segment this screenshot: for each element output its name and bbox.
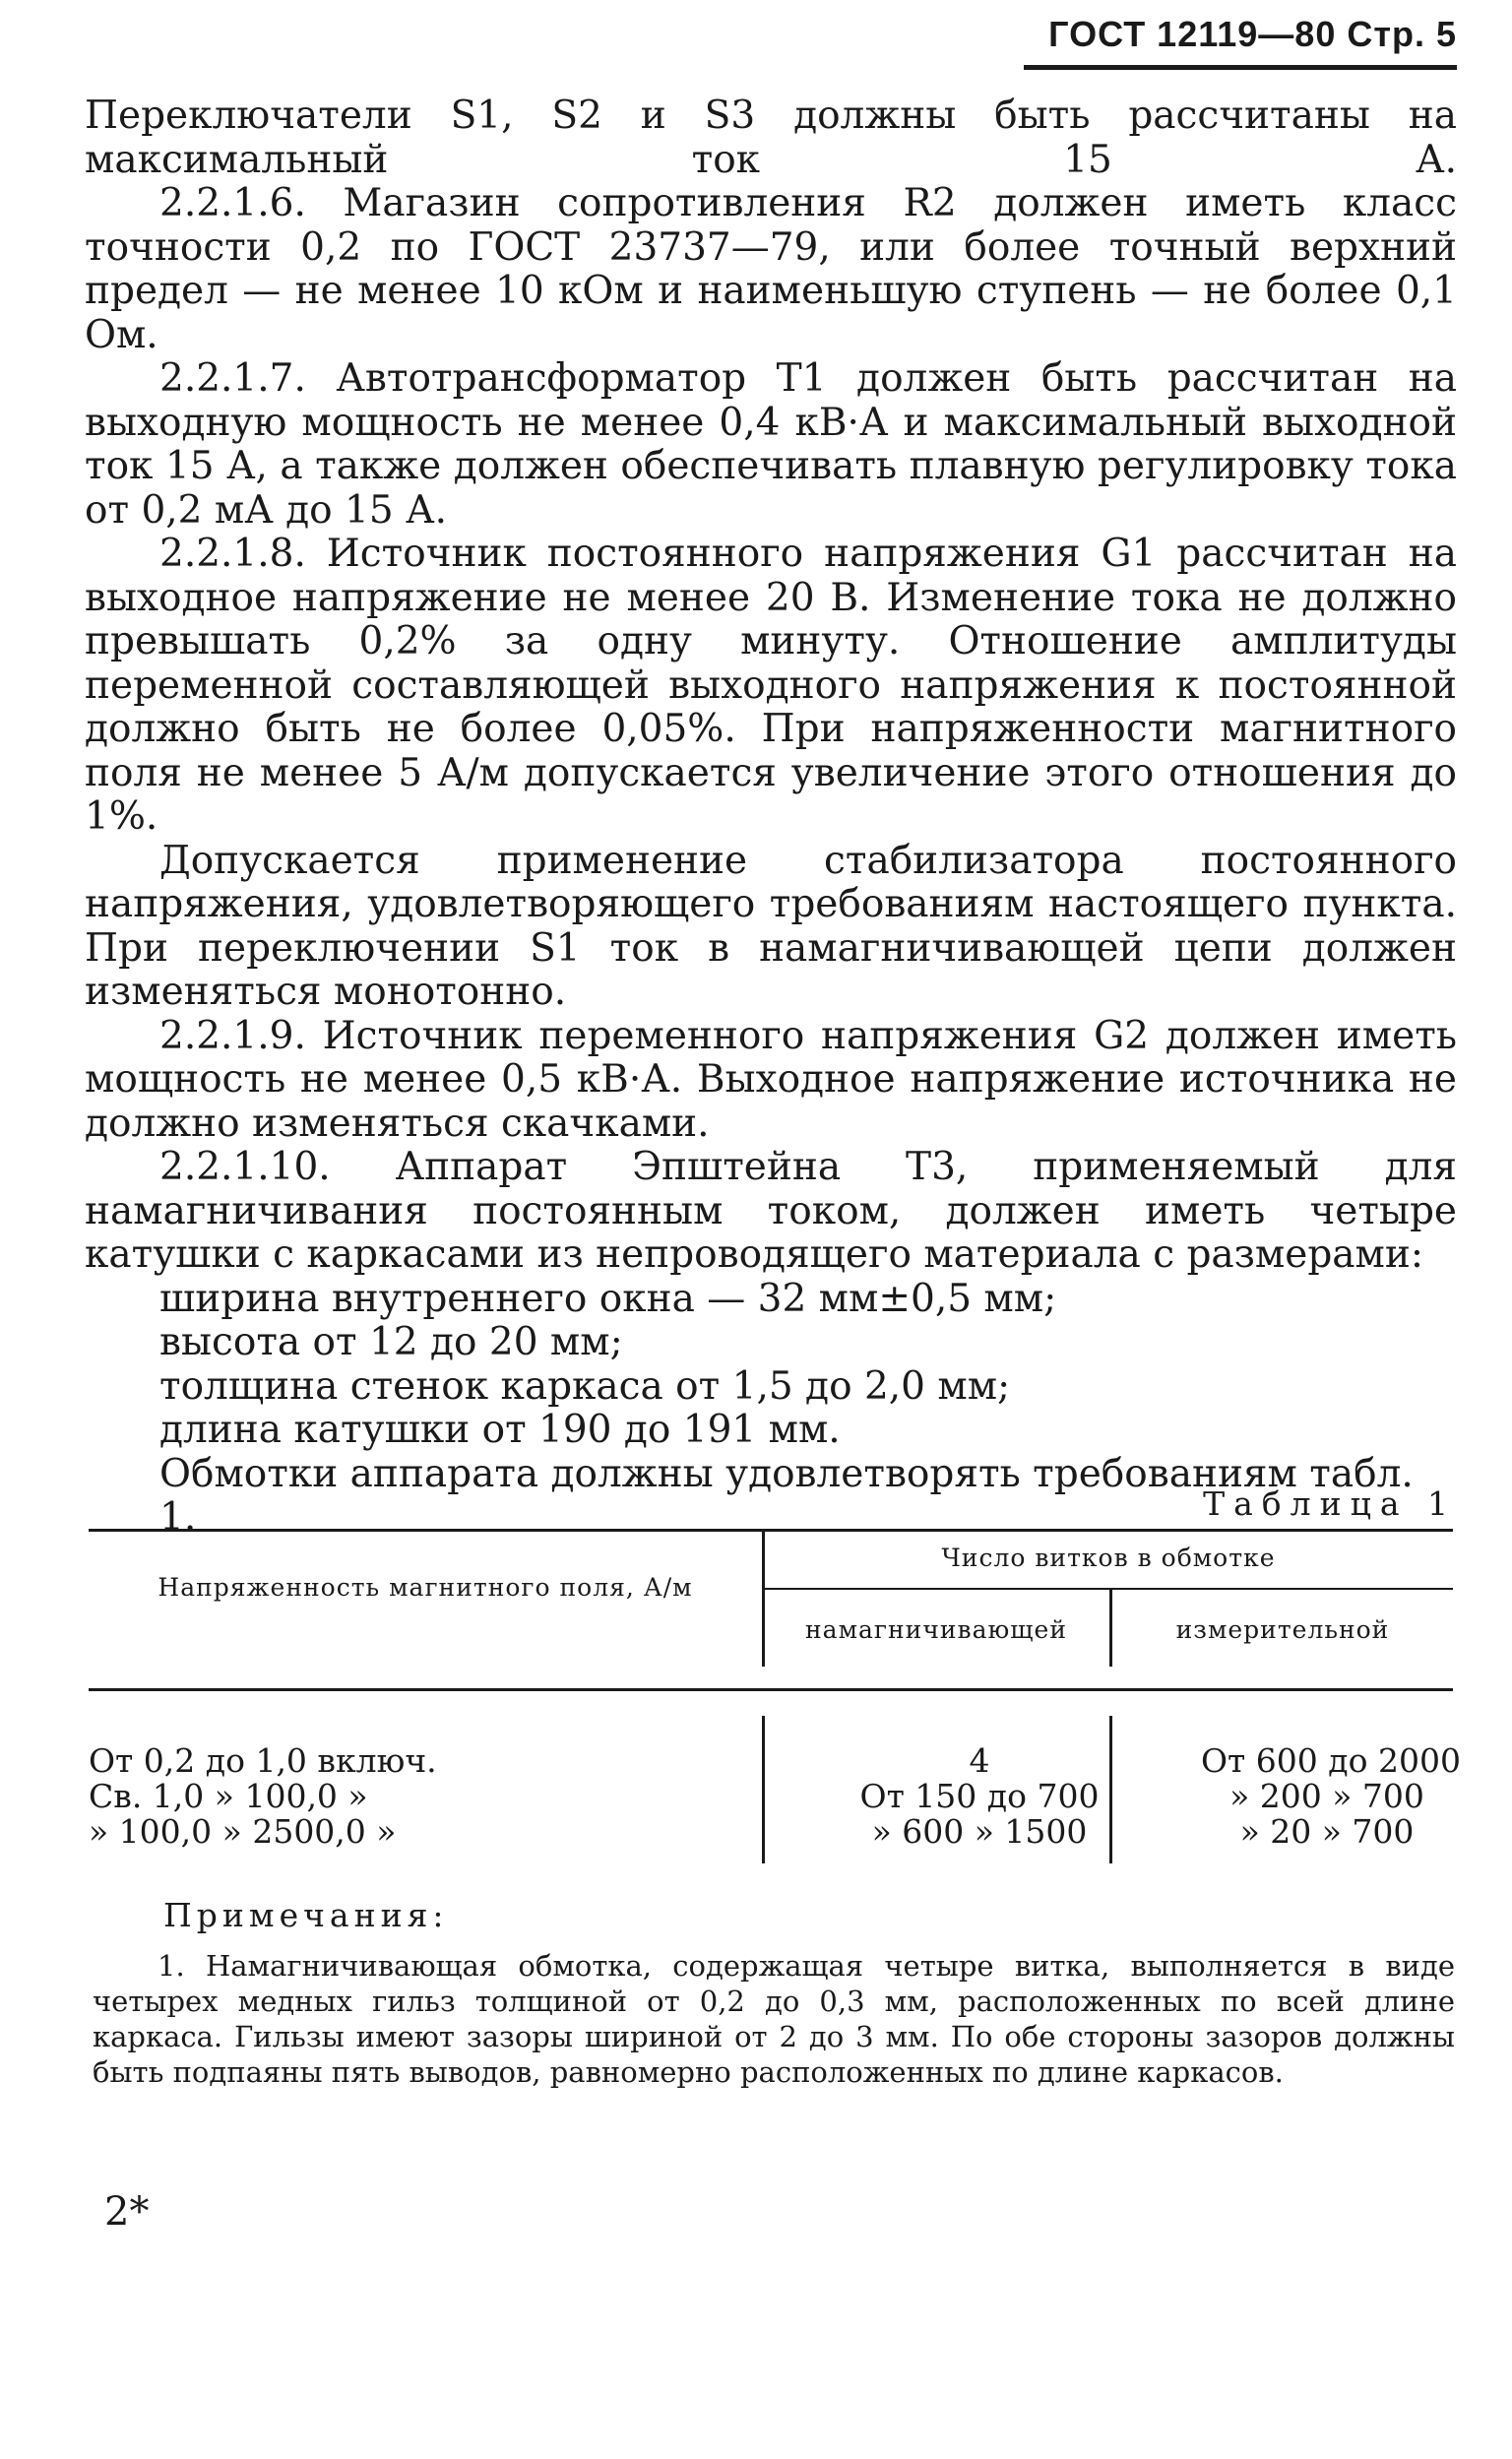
paragraph-2-2-1-10: 2.2.1.10. Аппарат Эпштейна T3, применяемый для намагничивания постоянным током, должен иметь четыре катушки с каркасами из непроводящего материала с размерами: (85, 1145, 1457, 1277)
table-row (89, 1741, 1461, 1780)
note-item: 1. Намагничивающая обмотка, содержащая четыре витка, выполняется в виде четырех медных гильз толщиной от 0,2 до 0,3 мм, расположенных по всей длине каркаса. Гильзы имеют зазоры шириной от 2 до 3 мм. По обе стороны зазоров должны быть подпаяны пять выводов, равномерно расположенных по длине каркасов. (93, 1949, 1455, 2089)
dimension-item: ширина внутреннего окна — 32 мм±0,5 мм; (159, 1276, 1057, 1321)
cell-range: От 0,2 до 1,0 включ. (89, 1741, 437, 1780)
table-row (89, 1814, 1453, 1850)
standard-page-number: ГОСТ 12119—80 Стр. 5 (1048, 14, 1457, 54)
signature-mark: 2* (104, 2189, 150, 2235)
column-group-header-turns: Число витков в обмотке (941, 1544, 1276, 1572)
table-group-rule (764, 1588, 1453, 1590)
windings-table (89, 1529, 1461, 1868)
table-title: Таблица 1 (1203, 1484, 1457, 1523)
header-rule (1024, 65, 1457, 70)
dimension-item: толщина стенок каркаса от 1,5 до 2,0 мм; (159, 1363, 1011, 1409)
paragraph-2-2-1-7: 2.2.1.7. Автотрансформатор T1 должен быть рассчитан на выходную мощность не менее 0,4 кВ·А и максимальный выходной ток 15 А, а также должен обеспечивать плавную регулировку тока от 0,2 мА до 15 А. (85, 356, 1457, 533)
column-header-measuring: измерительной (1175, 1615, 1390, 1644)
notes-title: Примечания: (163, 1896, 449, 1934)
cell-magnetizing: 4 (969, 1741, 990, 1780)
cell-measuring: » 200 » 700 (1229, 1777, 1424, 1815)
paragraph-stabilizer: Допускается применение стабилизатора постоянного напряжения, удовлетворяющего требованиям настоящего пункта. При переключении S1 ток в намагничивающей цепи должен изменяться монотонно. (85, 838, 1457, 1014)
paragraph-2-2-1-9: 2.2.1.9. Источник переменного напряжения G2 должен иметь мощность не менее 0,5 кВ·А. Выходное напряжение источника не должно изменяться скачками. (85, 1013, 1457, 1146)
cell-magnetizing: » 600 » 1500 (871, 1812, 1088, 1851)
cell-measuring: От 600 до 2000 (1201, 1741, 1461, 1780)
paragraph-2-2-1-8: 2.2.1.8. Источник постоянного напряжения G1 рассчитан на выходное напряжение не менее 20 В. Изменение тока не должно превышать 0,2% за одну минуту. Отношение амплитуды переменной составляющей выходного напряжения к постоянной должно быть не более 0,05%. При напряженности магнитного поля не менее 5 А/м допускается увеличение этого отношения до 1%. (85, 532, 1457, 839)
table-header-rule (89, 1688, 1453, 1691)
paragraph-2-2-1-6: 2.2.1.6. Магазин сопротивления R2 должен иметь класс точности 0,2 по ГОСТ 23737—79, или более точный верхний предел — не менее 10 кОм и наименьшую ступень — не более 0,1 Ом. (85, 181, 1457, 357)
table-top-rule (89, 1529, 1453, 1532)
column-header-magnetizing: намагничивающей (805, 1615, 1067, 1644)
dimension-item: длина катушки от 190 до 191 мм. (159, 1408, 841, 1452)
page-header (1024, 14, 1457, 71)
cell-range: Св. 1,0 » 100,0 » (89, 1777, 368, 1815)
dimension-item: высота от 12 до 20 мм; (159, 1320, 623, 1364)
table-row (89, 1779, 1453, 1814)
column-header-field-strength: Напряженность магнитного поля, А/м (158, 1573, 693, 1602)
paragraph-windings: Обмотки аппарата должны удовлетворять требованиям табл. 1. (159, 1451, 1414, 1540)
paragraph-switches: Переключатели S1, S2 и S3 должны быть рассчитаны на максимальный ток 15 А. (85, 94, 1457, 182)
notes-section (93, 1896, 1455, 2090)
cell-measuring: » 20 » 700 (1239, 1812, 1415, 1851)
document-body (85, 95, 1457, 1541)
cell-magnetizing: От 150 до 700 (859, 1777, 1100, 1815)
cell-range: » 100,0 » 2500,0 » (89, 1812, 397, 1851)
